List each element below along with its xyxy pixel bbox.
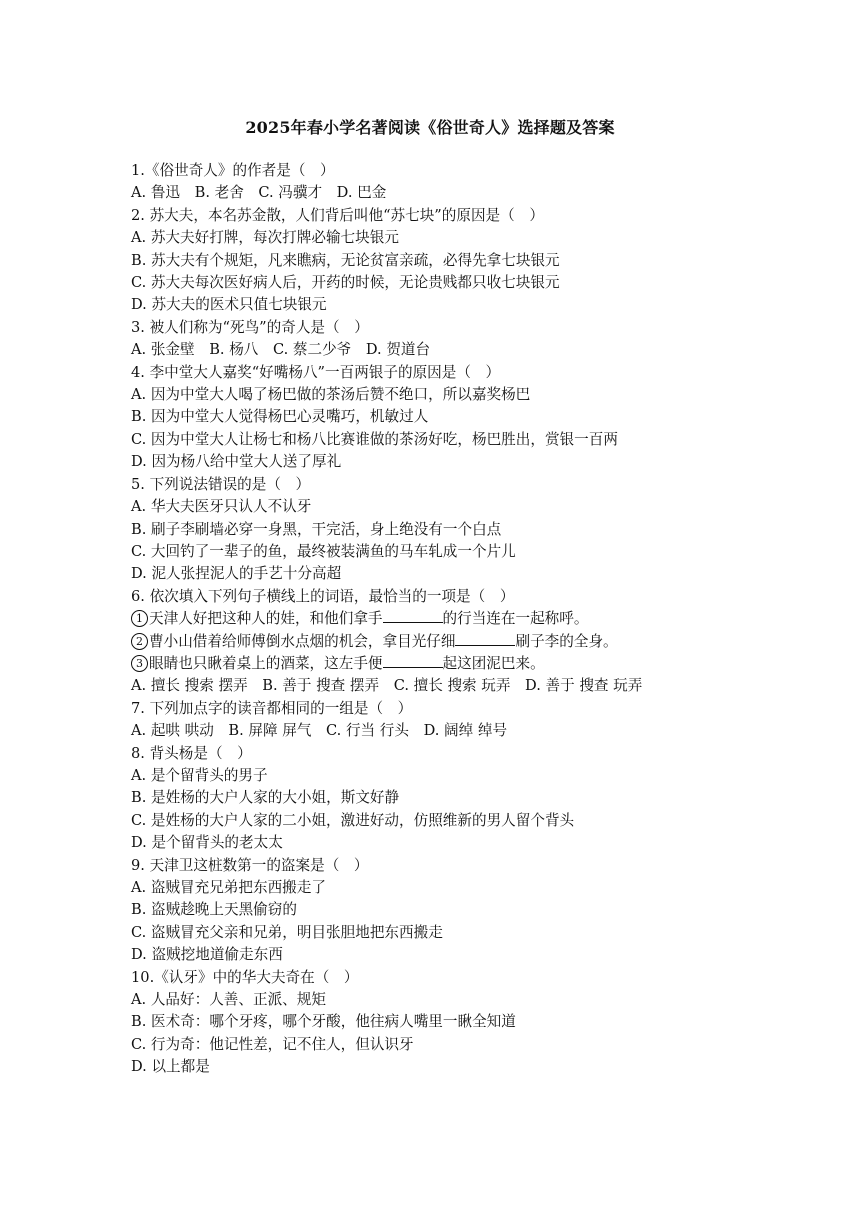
question-3-options: A. 张金壁 B. 杨八 C. 蔡二少爷 D. 贺道台 (131, 341, 431, 359)
sentence-3-after: 起这团泥巴来。 (442, 654, 545, 672)
question-9-option-d: D. 盗贼挖地道偷走东西 (131, 946, 283, 964)
question-8-option-a: A. 是个留背头的男子 (131, 766, 268, 784)
question-10-option-b: B. 医术奇：哪个牙疼，哪个牙酸，他往病人嘴里一瞅全知道 (131, 1013, 516, 1031)
sentence-2-after: 刷子李的全身。 (515, 632, 618, 650)
fill-blank-1 (383, 608, 443, 623)
question-5-stem: 5. 下列说法错误的是（ ） (131, 475, 311, 493)
question-2-option-a: A. 苏大夫好打牌，每次打牌必输七块银元 (131, 229, 399, 247)
circled-number-2: 2 (131, 633, 148, 650)
fill-blank-3 (383, 653, 443, 668)
question-9-option-a: A. 盗贼冒充兄弟把东西搬走了 (131, 879, 326, 896)
question-8-option-d: D. 是个留背头的老太太 (131, 834, 283, 852)
sentence-3-before: 眼睛也只瞅着桌上的酒菜，这左手便 (149, 654, 383, 672)
document-title: 2025年春小学名著阅读《俗世奇人》选择题及答案 (245, 118, 615, 137)
question-9-option-b: B. 盗贼趁晚上天黑偷窃的 (131, 901, 297, 919)
question-10-option-c: C. 行为奇：他记性差，记不住人，但认识牙 (131, 1035, 414, 1053)
question-1-stem: 1.《俗世奇人》的作者是（ ） (131, 162, 335, 179)
question-5-option-c: C. 大回钓了一辈子的鱼，最终被装满鱼的马车轧成一个片儿 (131, 542, 516, 560)
question-5-option-b: B. 刷子李刷墙必穿一身黑，干完活，身上绝没有一个白点 (131, 520, 502, 538)
question-4-stem: 4. 李中堂大人嘉奖“好嘴杨八”一百两银子的原因是（ ） (131, 363, 501, 381)
question-6-sentence-2 (131, 631, 731, 653)
question-5-option-d: D. 泥人张捏泥人的手艺十分高超 (131, 565, 342, 583)
circled-number-3: 3 (131, 655, 148, 672)
question-7-stem: 7. 下列加点字的读音都相同的一组是（ ） (131, 699, 413, 717)
sentence-1-before: 天津人好把这种人的娃，和他们拿手 (149, 610, 383, 628)
question-6-options: A. 擅长 搜索 摆弄 B. 善于 搜查 摆弄 C. 擅长 搜索 玩弄 D. 善于 搜查 玩弄 (131, 677, 643, 695)
sentence-1-after: 的行当连在一起称呼。 (442, 610, 589, 628)
question-list (131, 160, 731, 1079)
question-6-sentence-1 (131, 608, 731, 630)
sentence-2-before: 曹小山借着给师傅倒水点烟的机会，拿目光仔细 (149, 632, 456, 650)
question-10-stem: 10.《认牙》中的华大夫奇在（ ） (131, 968, 359, 986)
question-2-option-c: C. 苏大夫每次医好病人后，开药的时候，无论贵贱都只收七块银元 (131, 274, 560, 292)
question-2-stem: 2. 苏大夫，本名苏金散，人们背后叫他“苏七块”的原因是（ ） (131, 206, 544, 224)
question-6-stem: 6. 依次填入下列句子横线上的词语，最恰当的一项是（ ） (131, 587, 515, 605)
circled-number-1: 1 (131, 610, 148, 627)
question-7-options: A. 起哄 哄动 B. 屏障 屏气 C. 行当 行头 D. 阔绰 绰号 (131, 722, 508, 740)
question-4-option-a: A. 因为中堂大人喝了杨巴做的茶汤后赞不绝口，所以嘉奖杨巴 (131, 386, 531, 404)
question-5-option-a: A. 华大夫医牙只认人不认牙 (131, 498, 312, 516)
question-8-option-b: B. 是姓杨的大户人家的大小姐，斯文好静 (131, 789, 400, 807)
question-3-stem: 3. 被人们称为“死鸟”的奇人是（ ） (131, 318, 369, 336)
question-4-option-b: B. 因为中堂大人觉得杨巴心灵嘴巧，机敏过人 (131, 408, 429, 426)
question-2-option-b: B. 苏大夫有个规矩，凡来瞧病，无论贫富亲疏，必得先拿七块银元 (131, 251, 560, 269)
question-4-option-c: C. 因为中堂大人让杨七和杨八比赛谁做的茶汤好吃，杨巴胜出，赏银一百两 (131, 430, 618, 448)
question-8-option-c: C. 是姓杨的大户人家的二小姐，激进好动，仿照维新的男人留个背头 (131, 811, 575, 829)
question-6-sentence-3 (131, 653, 731, 675)
question-8-stem: 8. 背头杨是（ ） (131, 744, 252, 762)
question-2-option-d: D. 苏大夫的医术只值七块银元 (131, 296, 327, 314)
fill-blank-2 (455, 631, 515, 646)
question-1-options: A. 鲁迅 B. 老舍 C. 冯骥才 D. 巴金 (131, 184, 387, 202)
question-9-option-c: C. 盗贼冒充父亲和兄弟，明目张胆地把东西搬走 (131, 923, 443, 941)
question-4-option-d: D. 因为杨八给中堂大人送了厚礼 (131, 453, 342, 471)
question-10-option-d: D. 以上都是 (131, 1058, 210, 1076)
question-9-stem: 9. 天津卫这桩数第一的盗案是（ ） (131, 856, 369, 874)
question-10-option-a: A. 人品好：人善、正派、规矩 (131, 991, 326, 1009)
